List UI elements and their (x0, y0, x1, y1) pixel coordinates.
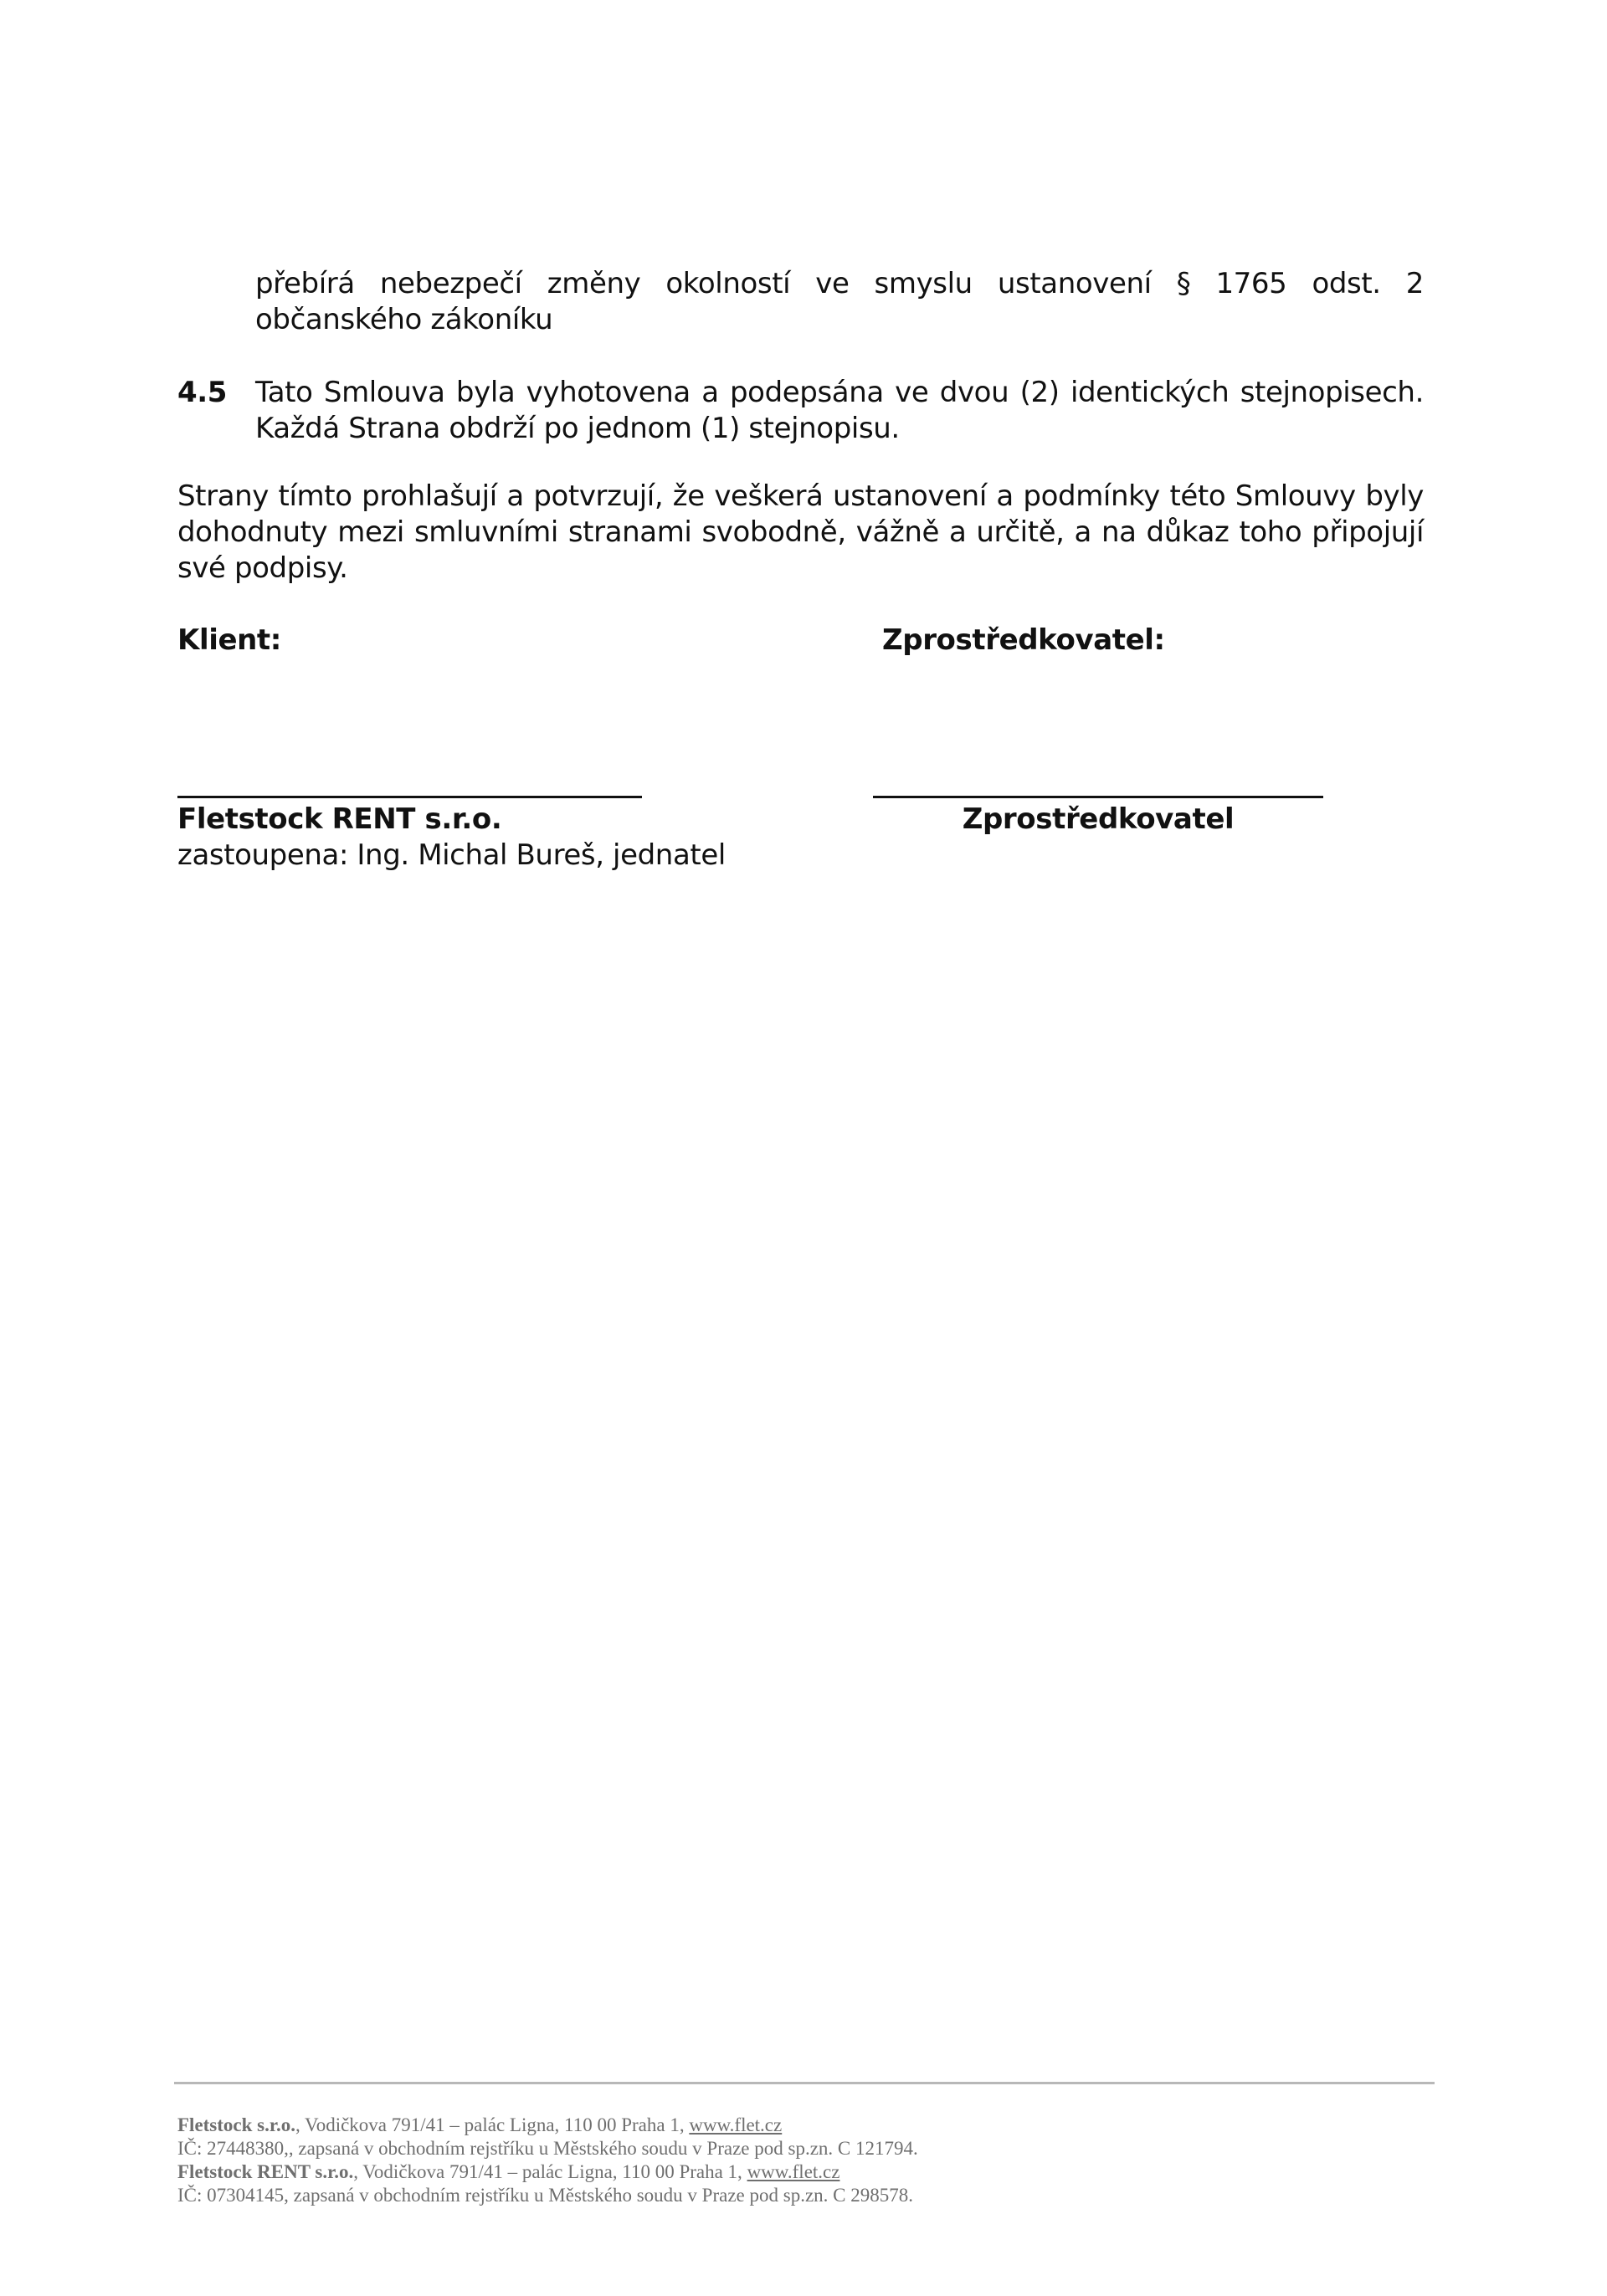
footer-line-2: IČ: 27448380,, zapsaná v obchodním rejstříku u Městského soudu v Praze pod sp.zn. C 121794. (177, 2138, 918, 2159)
footer-address-1: , Vodičkova 791/41 – palác Ligna, 110 00 Praha 1, (295, 2114, 690, 2135)
footer-address-2: , Vodičkova 791/41 – palác Ligna, 110 00 Praha 1, (353, 2161, 747, 2182)
footer-line-4: IČ: 07304145, zapsaná v obchodním rejstříku u Městského soudu v Praze pod sp.zn. C 298578. (177, 2185, 913, 2206)
client-signature-line (177, 796, 642, 798)
footer-line-3 (177, 2162, 839, 2182)
client-label: Klient: (177, 623, 281, 657)
clause-text: Tato Smlouva byla vyhotovena a podepsána ve dvou (2) identických stejnopisech. Každá Strana obdrží po jednom (1) stejnopisu. (255, 376, 1424, 445)
intermediary-name: Zprostředkovatel (962, 802, 1235, 836)
continuation-paragraph: přebírá nebezpečí změny okolností ve smyslu ustanovení § 1765 odst. 2 občanského zákoníku (255, 267, 1424, 336)
footer-website-link-2[interactable]: www.flet.cz (747, 2161, 840, 2182)
client-company-name: Fletstock RENT s.r.o. (177, 802, 502, 836)
footer-website-link-1[interactable]: www.flet.cz (689, 2114, 783, 2135)
intermediary-label: Zprostředkovatel: (882, 623, 1165, 657)
footer-line-1 (177, 2115, 782, 2135)
footer-company-2: Fletstock RENT s.r.o. (177, 2161, 354, 2182)
footer-company-1: Fletstock s.r.o. (177, 2114, 295, 2135)
intermediary-signature-line (873, 796, 1323, 798)
client-representative: zastoupena: Ing. Michal Bureš, jednatel (177, 838, 726, 872)
clause-number: 4.5 (177, 376, 228, 409)
footer-divider (174, 2082, 1435, 2084)
closing-paragraph: Strany tímto prohlašují a potvrzují, že veškerá ustanovení a podmínky této Smlouvy byly dohodnuty mezi smluvními stranami svobodně, vážně a určitě, a na důkaz toho připojují své podpisy. (177, 479, 1424, 585)
